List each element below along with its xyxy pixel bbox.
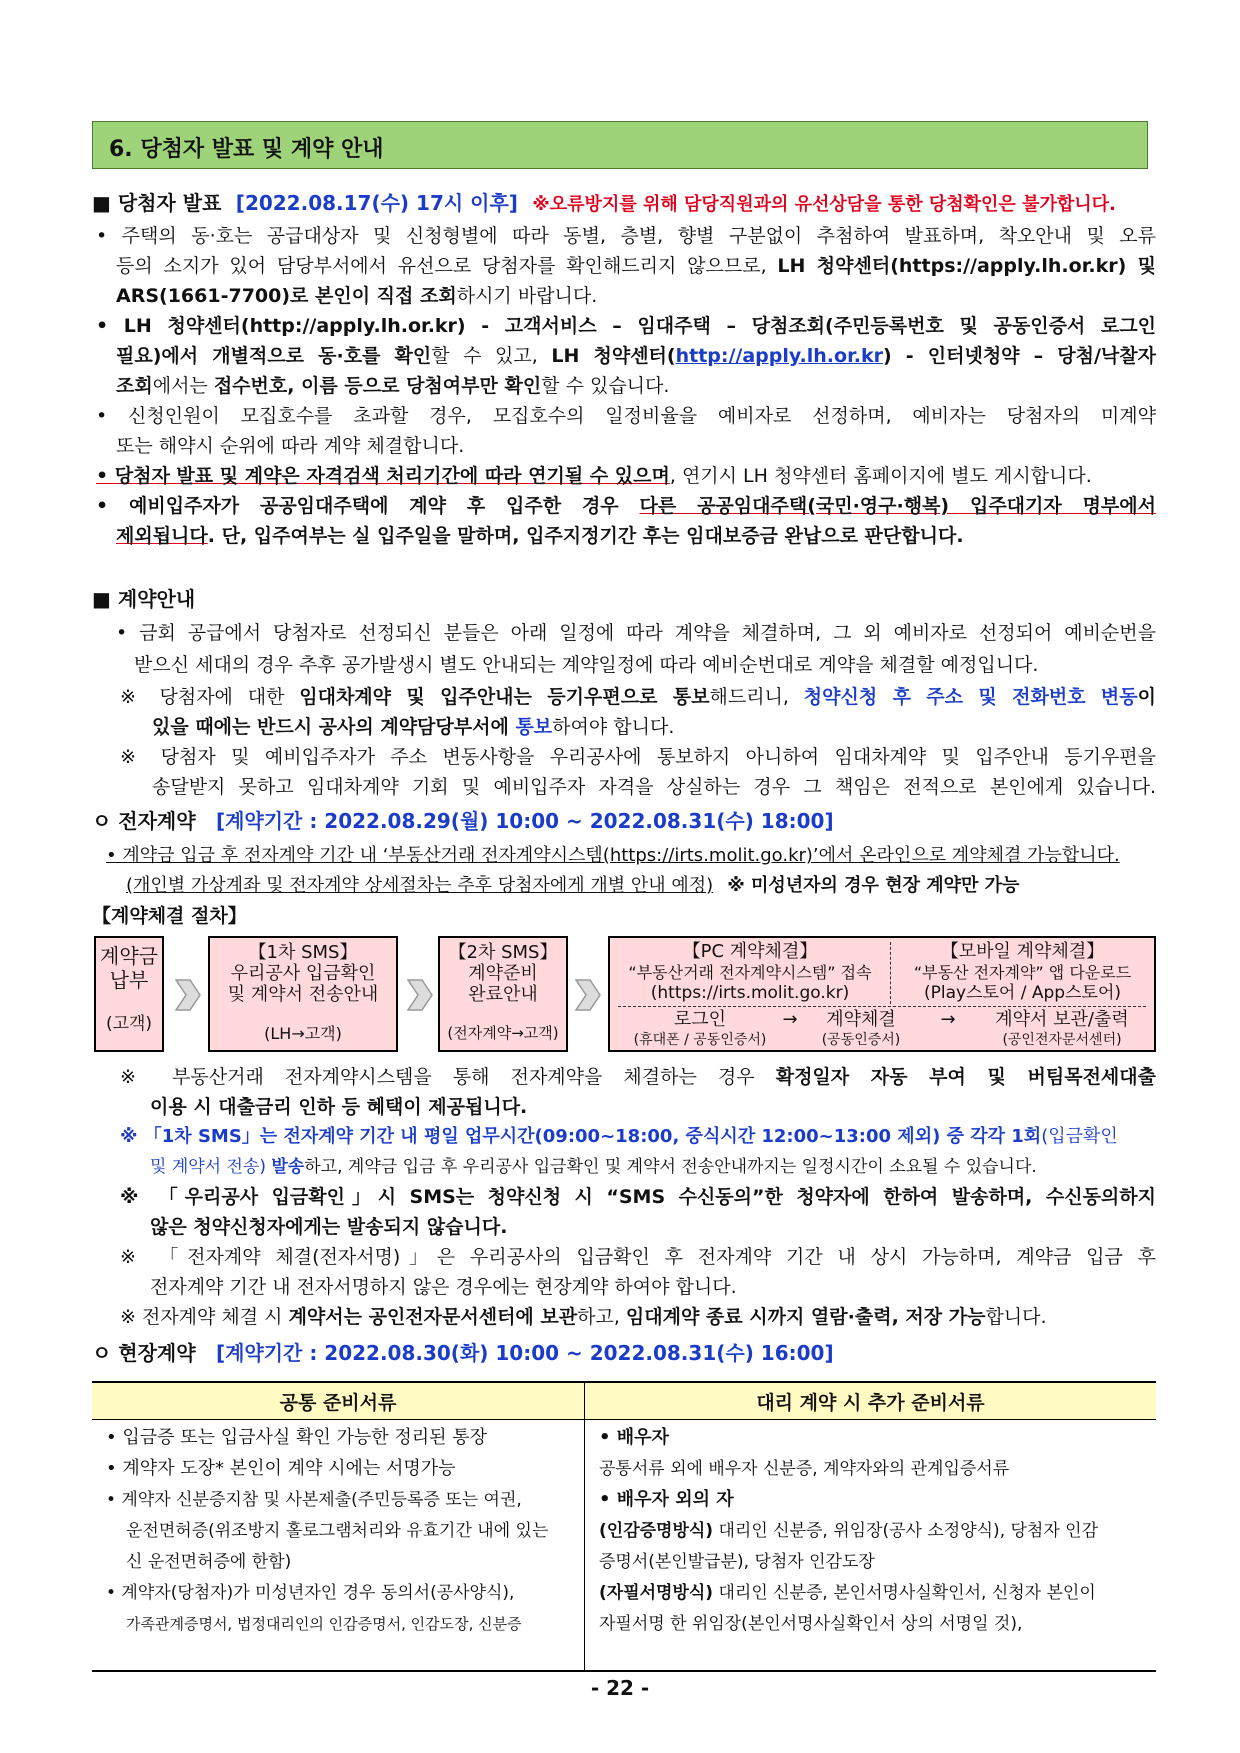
common-docs-cell xyxy=(92,1420,585,1672)
mobile-section xyxy=(891,938,1154,1004)
text: (LH→고객) xyxy=(264,1024,342,1043)
list-item: 가족관계증명서, 법정대리인의 인감증명서, 인감도장, 신분증 xyxy=(126,1615,522,1633)
contract-note-2-line-2: 송달받지 못하고 임대차계약 기회 및 예비입주자 자격을 상실하는 경우 그 책임은 전적으로 본인에게 있습니다. xyxy=(152,776,1156,798)
text: 하고, 계약금 입금 후 우리공사 입금확인 및 계약서 전송안내까지는 일정시간이 소요될 수 있습니다. xyxy=(304,1157,1037,1177)
text: (자필서명방식) xyxy=(599,1583,714,1603)
electronic-heading-row xyxy=(92,808,834,834)
text: 【PC 계약체결】 xyxy=(682,941,818,962)
text: 통보 xyxy=(515,716,553,738)
text: 해드리니, xyxy=(709,686,804,708)
text: 대리인 신분증, 위임장(공사 소정양식), 당첨자 인감 xyxy=(713,1521,1099,1541)
text: (공인전자문서센터) xyxy=(1002,1032,1122,1048)
contract-heading: ■ 계약안내 xyxy=(92,587,196,611)
contract-note-1-line-1 xyxy=(120,684,1156,710)
text: 임대차계약 및 입주안내는 등기우편으로 통보 xyxy=(299,686,710,708)
section-title: 6. 당첨자 발표 및 계약 안내 xyxy=(109,137,384,162)
text: 납부 xyxy=(109,968,149,992)
list-item: 신 운전면허증에 한함) xyxy=(126,1552,292,1572)
text: 합니다. xyxy=(985,1306,1047,1328)
cell-content xyxy=(92,1420,584,1670)
text: 대리인 신분증, 본인서명사실확인서, 신청자 본인이 xyxy=(713,1583,1096,1603)
pc-section xyxy=(610,938,890,1004)
text: 하여야 합니다. xyxy=(552,716,675,738)
text: (공동인증서) xyxy=(821,1032,901,1048)
text: 할 수 있습니다. xyxy=(541,375,670,397)
text: 조회 xyxy=(116,375,153,397)
text: 하고, xyxy=(577,1306,626,1328)
table-row xyxy=(92,1420,1156,1672)
text: (Play스토어 / App스토어) xyxy=(924,983,1121,1003)
step-login xyxy=(620,1009,780,1051)
winner-date: [2022.08.17(수) 17시 이후] xyxy=(235,191,518,215)
text: (https://irts.molit.go.kr) xyxy=(650,983,850,1003)
text: 청약신청 후 주소 및 전화번호 변동 xyxy=(803,686,1138,708)
text: • 예비입주자가 공공임대주택에 계약 후 입주한 경우 xyxy=(96,495,640,517)
text: 필요)에서 xyxy=(116,345,213,367)
winner-bullet-2-line-1: • LH 청약센터(http://apply.lh.or.kr) - 고객서비스 – 임대주택 – 당첨조회(주민등록번호 및 공동인증서 로그인 xyxy=(96,315,1156,337)
text: 및 계약서 전송안내 xyxy=(227,984,379,1005)
onsite-heading-row xyxy=(92,1340,834,1366)
winner-heading: ■ 당첨자 발표 xyxy=(92,191,222,215)
text: 계약서 보관/출력 xyxy=(995,1009,1129,1030)
winner-bullet-1-line-1: • 주택의 동·호는 공급대상자 및 신청형별에 따라 동별, 층별, 향별 구분없이 추첨하여 발표하며, 착오안내 및 오류 xyxy=(96,225,1156,247)
minor-notice: ※ 미성년자의 경우 현장 계약만 가능 xyxy=(727,875,1020,896)
procedure-title: 【계약체결 절차】 xyxy=(92,905,247,927)
text: 접수번호, 이름 등으로 당첨여부만 확인 xyxy=(213,375,542,397)
flow-arrow-icon xyxy=(172,976,202,1014)
enote-d-line-1: ※ 「전자계약 체결(전자서명)」은 우리공사의 입금확인 후 전자계약 기간 내 상시 가능하며, 계약금 입금 후 xyxy=(120,1246,1156,1268)
electronic-period: [계약기간 : 2022.08.29(월) 10:00 ~ 2022.08.31(수) 18:00] xyxy=(215,809,834,833)
list-item: • 계약자 도장* 본인이 계약 시에는 서명가능 xyxy=(106,1458,456,1479)
winner-bullet-4 xyxy=(96,463,1092,489)
ars-text: ARS(1661-7700)로 본인이 직접 조회 xyxy=(116,285,457,307)
waitlist-removal-text: 다른 공공임대주택(국민·영구·행복) 입주대기자 명부에서 xyxy=(639,495,1156,517)
contract-note-1-line-2 xyxy=(152,714,674,740)
onsite-period: [계약기간 : 2022.08.30(화) 10:00 ~ 2022.08.31(수) 16:00] xyxy=(215,1341,834,1365)
text: 우리공사 입금확인 xyxy=(230,963,376,984)
text: 로그인 xyxy=(673,1009,727,1030)
enote-d-line-2: 전자계약 기간 내 전자서명하지 않은 경우에는 현장계약 하여야 합니다. xyxy=(150,1276,737,1298)
text: 에서는 xyxy=(152,375,214,397)
text: 하시기 바랍니다. xyxy=(456,285,598,307)
text: 계약준비 xyxy=(468,963,538,984)
flow-arrow-icon xyxy=(572,976,602,1014)
list-item xyxy=(599,1516,1098,1546)
winner-bullet-5-line-2 xyxy=(116,523,964,549)
flow-box-sms1 xyxy=(208,936,398,1052)
text: 이 xyxy=(1137,686,1156,708)
proxy-docs-cell xyxy=(585,1420,1157,1672)
electronic-line-1: • 계약금 입금 후 전자계약 기간 내 ‘부동산거래 전자계약시스템(https://irts.molit.go.kr)’에서 온라인으로 계약체결 가능합니다. xyxy=(106,845,1120,866)
section-header xyxy=(92,121,1148,169)
enote-c-line-1: ※ 「우리공사 입금확인」시 SMS는 청약신청 시 “SMS 수신동의”한 청약자에 한하여 발송하며, 수신동의하지 xyxy=(120,1186,1156,1208)
onsite-heading: ㅇ 현장계약 xyxy=(92,1341,196,1365)
flow-arrow-icon xyxy=(404,976,434,1014)
list-item: 공통서류 외에 배우자 신분증, 계약자와의 관계입증서류 xyxy=(599,1459,1010,1479)
contract-note-2-line-1: ※ 당첨자 및 예비입주자가 주소 변동사항을 우리공사에 통보하지 아니하여 임대차계약 및 입주안내 등기우편을 xyxy=(120,746,1156,768)
winner-bullet-3-line-1: • 신청인원이 모집호수를 초과할 경우, 모집호수의 일정비율을 예비자로 선정하며, 예비자는 당첨자의 미계약 xyxy=(96,405,1156,427)
text: ※ 「1차 SMS」는 전자계약 기간 내 평일 업무시간(09:00~18:00, 중식시간 12:00~13:00 제외) 중 각각 1회 xyxy=(120,1126,1042,1147)
text: (개인별 가상계좌 및 전자계약 상세절차는 추후 당첨자에게 개별 안내 예정) xyxy=(126,875,714,896)
text: 【1차 SMS】 xyxy=(248,942,358,963)
page-number: - 22 - xyxy=(590,1676,650,1700)
flow-box-sms2 xyxy=(438,936,568,1052)
list-item: 자필서명 한 위임장(본인서명사실확인서 상의 서명일 것), xyxy=(599,1614,1023,1634)
winner-bullet-5-line-1 xyxy=(96,493,1156,519)
flow-box-payment xyxy=(94,936,164,1052)
text: LH 청약센터( xyxy=(551,345,676,367)
text: ※ 당첨자에 대한 xyxy=(120,686,300,708)
enote-a-line-1 xyxy=(120,1064,1156,1090)
text: 제외됩니다 xyxy=(116,525,208,547)
step-save xyxy=(970,1009,1154,1051)
lh-center-link-text: LH 청약센터(https://apply.lh.or.kr) 및 xyxy=(777,255,1156,277)
winner-bullet-2-line-2 xyxy=(116,343,1156,369)
text: 있을 때에는 반드시 공사의 계약담당부서에 xyxy=(152,716,516,738)
enote-b-line-2 xyxy=(150,1154,1037,1180)
col-header-proxy: 대리 계약 시 추가 준비서류 xyxy=(585,1382,1157,1420)
documents-table xyxy=(92,1381,1156,1672)
winner-heading-row xyxy=(92,190,1116,218)
list-item: 증명서(본인발급분), 당첨자 인감도장 xyxy=(599,1552,875,1572)
contract-p1-line-2: 받으신 세대의 경우 추후 공가발생시 별도 안내되는 계약일정에 따라 예비순번대로 계약을 체결할 예정입니다. xyxy=(134,654,1039,676)
list-item: 운전면허증(위조방지 홀로그램처리와 유효기간 내에 있는 xyxy=(126,1521,549,1541)
text: 발송 xyxy=(271,1157,305,1177)
text: ※ 부동산거래 전자계약시스템을 통해 전자계약을 체결하는 경우 xyxy=(120,1066,776,1088)
arrow-right-icon: → xyxy=(782,1009,798,1030)
enote-a-line-2: 이용 시 대출금리 인하 등 혜택이 제공됩니다. xyxy=(150,1096,528,1118)
divider xyxy=(618,1006,1146,1007)
text: 완료안내 xyxy=(468,984,538,1005)
winner-bullet-1-line-3 xyxy=(116,283,597,309)
flow-box-contract xyxy=(608,936,1156,1052)
delay-notice: • 당첨자 발표 및 계약은 자격검색 처리기간에 따라 연기될 수 있으며 xyxy=(96,465,670,487)
text: 계약서는 공인전자문서센터에 보관 xyxy=(288,1306,578,1328)
text: “부동산거래 전자계약시스템” 접속 xyxy=(628,963,872,982)
text: 및 계약서 전송) xyxy=(150,1157,272,1177)
text: 확정일자 자동 부여 및 버팀목전세대출 xyxy=(775,1066,1156,1088)
electronic-line-2 xyxy=(126,873,1019,899)
text: 【모바일 계약체결】 xyxy=(940,941,1105,962)
text: , 연기시 LH 청약센터 홈페이지에 별도 게시합니다. xyxy=(669,465,1092,487)
list-item: • 입금증 또는 입금사실 확인 가능한 정리된 통장 xyxy=(106,1427,488,1448)
winner-bullet-1-line-2 xyxy=(116,253,1156,279)
text: (인감증명방식) xyxy=(599,1521,714,1541)
cell-content xyxy=(585,1420,1156,1670)
enote-c-line-2: 않은 청약신청자에게는 발송되지 않습니다. xyxy=(150,1216,508,1238)
col-header-common: 공통 준비서류 xyxy=(92,1382,585,1420)
text: 【2차 SMS】 xyxy=(448,942,558,963)
list-item: • 계약자 신분증지참 및 사본제출(주민등록증 또는 여권, xyxy=(106,1490,522,1510)
list-item: • 배우자 xyxy=(599,1427,669,1448)
arrow-right-icon: → xyxy=(940,1009,956,1030)
text: 개별적으로 동·호를 확인 xyxy=(212,345,432,367)
list-item xyxy=(599,1578,1096,1608)
enote-b-line-1 xyxy=(120,1124,1118,1150)
text: ) - 인터넷청약 – 당첨/낙찰자 xyxy=(882,345,1156,367)
winner-bullet-2-line-3 xyxy=(116,373,669,399)
winner-bullet-3-line-2: 또는 해약시 순위에 따라 계약 체결합니다. xyxy=(116,435,465,457)
text: “부동산 전자계약” 앱 다운로드 xyxy=(913,963,1132,982)
text: (휴대폰 / 공동인증서) xyxy=(633,1032,767,1048)
electronic-heading: ㅇ 전자계약 xyxy=(92,809,196,833)
text: (고객) xyxy=(105,1014,153,1034)
text: ※ 전자계약 체결 시 xyxy=(120,1306,289,1328)
list-item: • 계약자(당첨자)가 미성년자인 경우 동의서(공사양식), xyxy=(106,1583,515,1603)
enote-e xyxy=(120,1304,1047,1330)
text: (입금확인 xyxy=(1041,1126,1118,1147)
table-header-row xyxy=(92,1382,1156,1420)
step-sign xyxy=(806,1009,916,1051)
list-item: • 배우자 외의 자 xyxy=(599,1489,734,1510)
text: 등의 소지가 있어 담당부서에서 유선으로 당첨자를 확인해드리지 않으므로, xyxy=(116,255,778,277)
text: (전자계약→고객) xyxy=(447,1024,559,1042)
lh-link[interactable]: http://apply.lh.or.kr xyxy=(675,345,883,367)
contract-p1-line-1: • 금회 공급에서 당첨자로 선정되신 분들은 아래 일정에 따라 계약을 체결하며, 그 외 예비자로 선정되어 예비순번을 xyxy=(116,622,1156,644)
winner-warning: ※오류방지를 위해 담당직원과의 유선상담을 통한 당첨확인은 불가합니다. xyxy=(532,194,1116,215)
text: 계약체결 xyxy=(826,1009,896,1030)
text: 계약금 xyxy=(100,944,158,968)
text: . 단, 입주여부는 실 입주일을 말하며, 입주지정기간 후는 임대보증금 완납으로 판단합니다. xyxy=(207,525,964,547)
text: 임대계약 종료 시까지 열람·출력, 저장 가능 xyxy=(625,1306,986,1328)
text: 할 수 있고, xyxy=(431,345,552,367)
